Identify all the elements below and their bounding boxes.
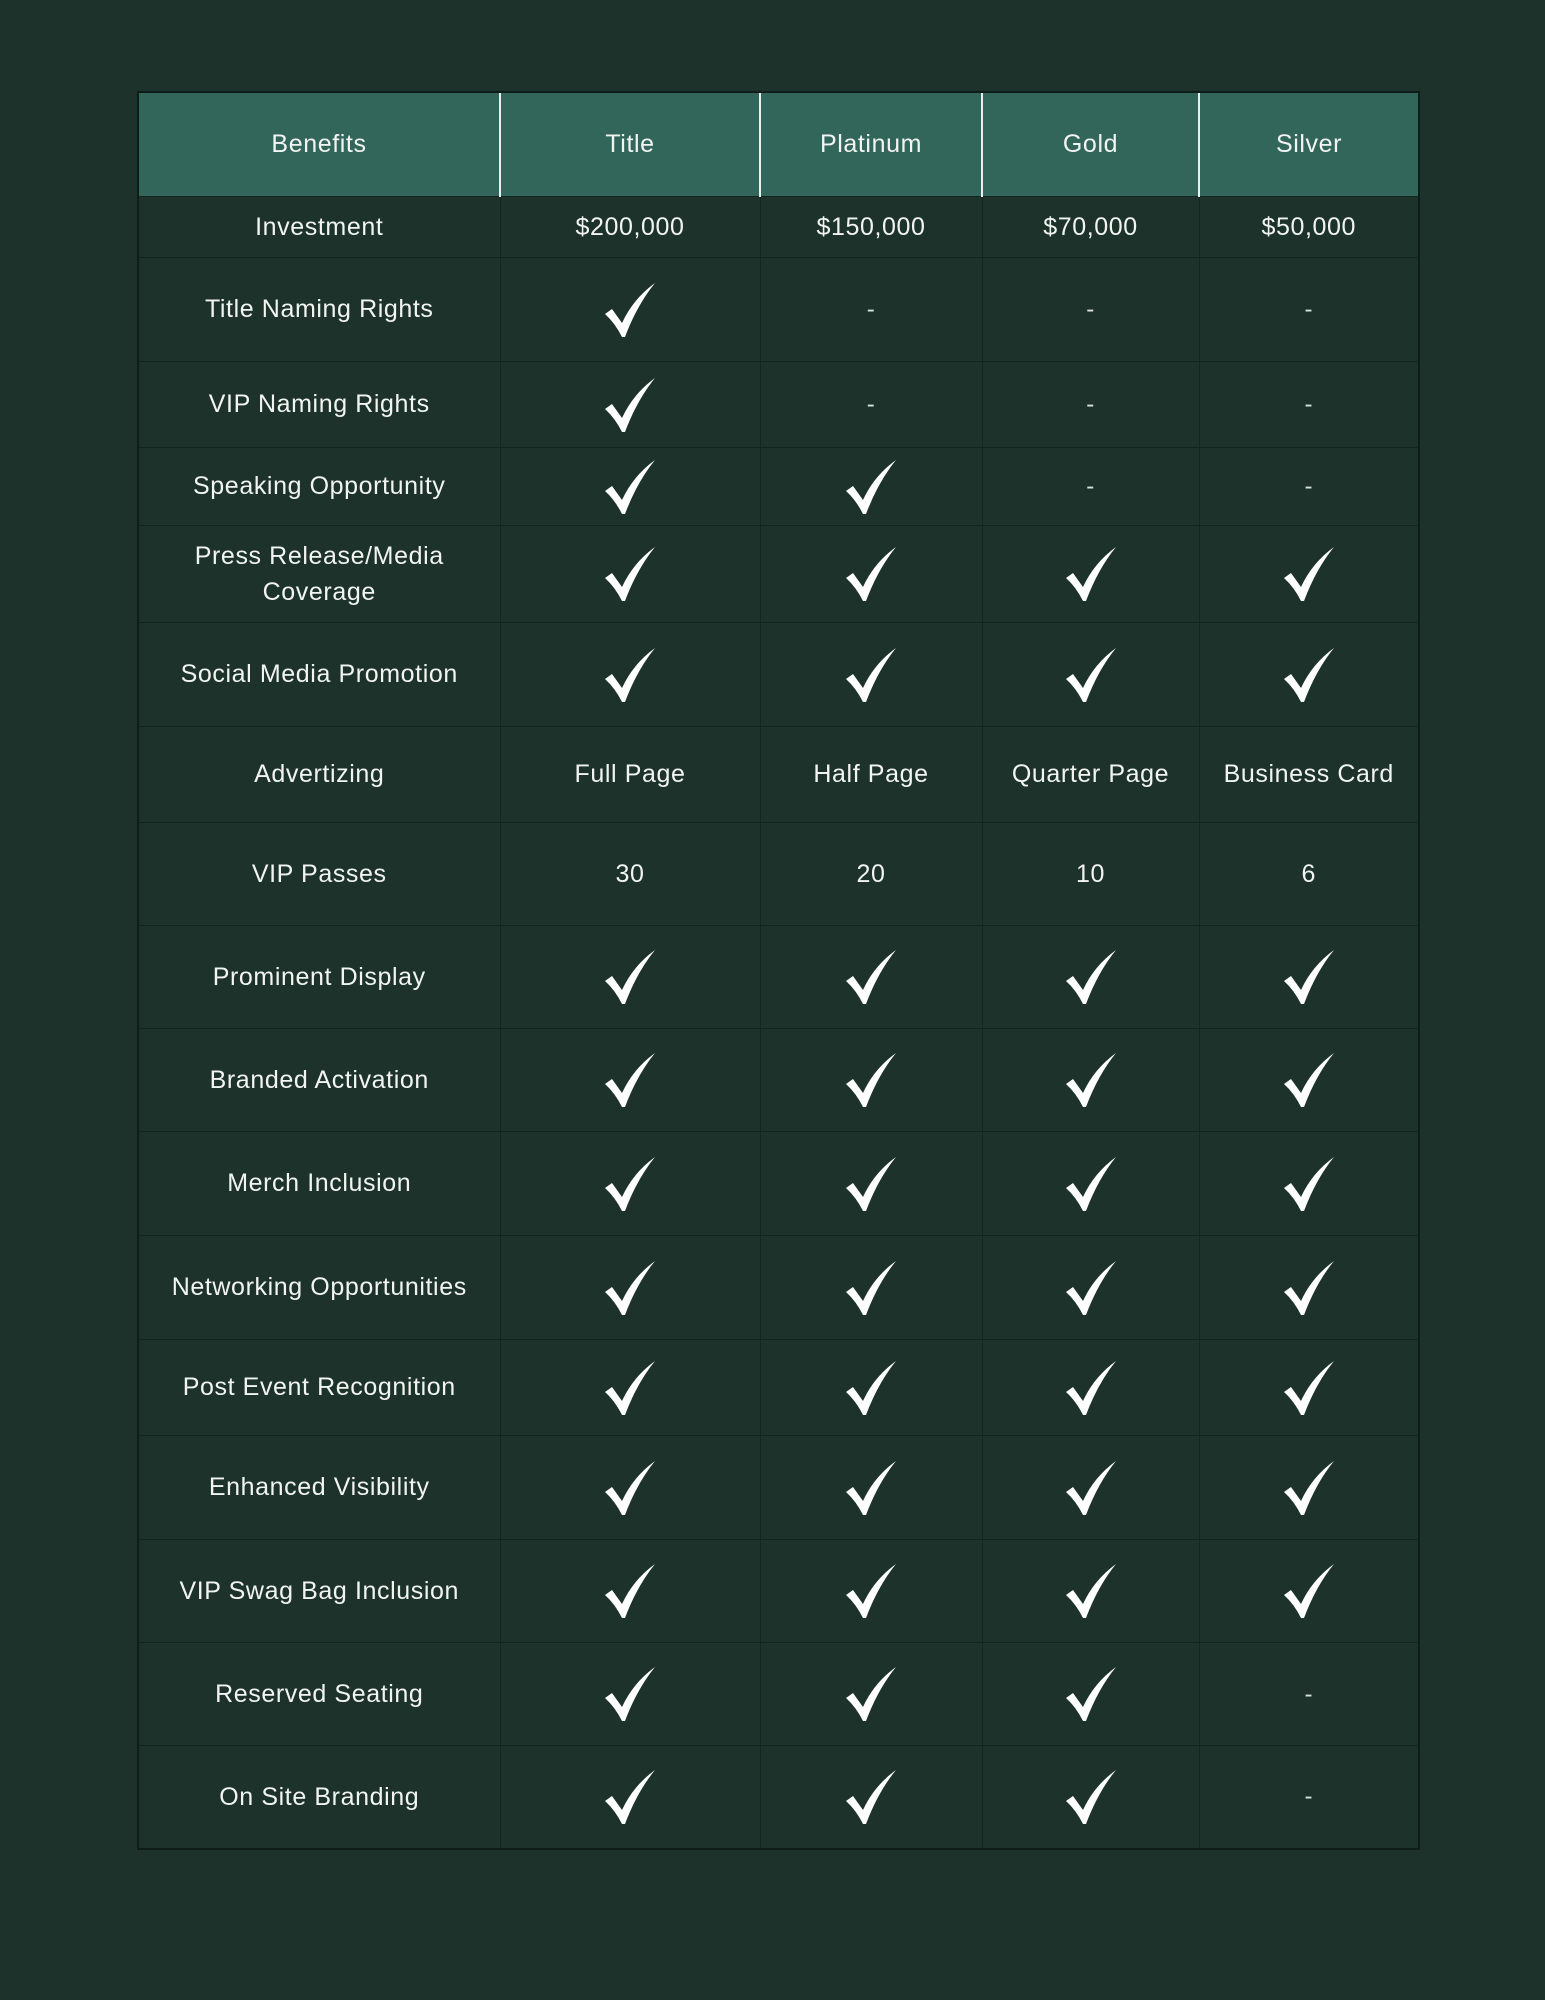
- cell-platinum: [760, 1540, 982, 1643]
- table-row: [138, 526, 1419, 623]
- cell-gold: [982, 1643, 1199, 1746]
- cell-platinum: [760, 362, 982, 448]
- cell-platinum: [760, 727, 982, 823]
- cell-title: [500, 926, 760, 1029]
- benefit-label: Advertizing: [138, 727, 500, 823]
- benefit-label: Title Naming Rights: [138, 258, 500, 362]
- cell-gold: [982, 1029, 1199, 1132]
- cell-title: [500, 1236, 760, 1340]
- check-icon: [1278, 1357, 1340, 1419]
- check-icon: [1060, 644, 1122, 706]
- cell-gold: [982, 823, 1199, 926]
- not-included-dash: -: [1086, 391, 1095, 419]
- check-icon: [599, 279, 661, 341]
- check-icon: [840, 1560, 902, 1622]
- check-icon: [840, 1153, 902, 1215]
- check-icon: [599, 374, 661, 436]
- cell-gold: [982, 1132, 1199, 1236]
- cell-gold: [982, 1340, 1199, 1436]
- check-icon: [1278, 644, 1340, 706]
- cell-title: [500, 526, 760, 623]
- table-row: [138, 1746, 1419, 1849]
- check-icon: [840, 543, 902, 605]
- cell-platinum: [760, 1029, 982, 1132]
- cell-platinum: [760, 1643, 982, 1746]
- cell-platinum: [760, 448, 982, 526]
- benefit-label: Branded Activation: [138, 1029, 500, 1132]
- header-row: [138, 92, 1419, 197]
- table-row: [138, 926, 1419, 1029]
- cell-gold: [982, 362, 1199, 448]
- table-row: [138, 1436, 1419, 1540]
- cell-title: [500, 362, 760, 448]
- check-icon: [840, 1457, 902, 1519]
- cell-silver: [1199, 727, 1419, 823]
- cell-silver: [1199, 362, 1419, 448]
- check-icon: [1278, 543, 1340, 605]
- cell-value: 30: [615, 859, 645, 888]
- cell-gold: [982, 258, 1199, 362]
- benefit-label: VIP Swag Bag Inclusion: [138, 1540, 500, 1643]
- check-icon: [840, 456, 902, 518]
- table-row: [138, 258, 1419, 362]
- not-included-dash: -: [866, 296, 876, 324]
- check-icon: [1060, 1049, 1122, 1111]
- benefit-label: VIP Passes: [138, 823, 500, 926]
- cell-value: $200,000: [575, 212, 685, 241]
- check-icon: [599, 1663, 661, 1725]
- check-icon: [599, 543, 661, 605]
- benefit-label: Investment: [138, 197, 500, 258]
- cell-silver: [1199, 1746, 1419, 1849]
- cell-silver: [1199, 823, 1419, 926]
- table-row: [138, 197, 1419, 258]
- check-icon: [1060, 1560, 1122, 1622]
- check-icon: [599, 1357, 661, 1419]
- not-included-dash: -: [1304, 473, 1314, 501]
- cell-silver: [1199, 1436, 1419, 1540]
- cell-silver: [1199, 1236, 1419, 1340]
- table-row: [138, 362, 1419, 448]
- check-icon: [1278, 1049, 1340, 1111]
- check-icon: [1278, 1257, 1340, 1319]
- cell-platinum: [760, 823, 982, 926]
- check-icon: [599, 946, 661, 1008]
- check-icon: [1060, 1663, 1122, 1725]
- check-icon: [1278, 1560, 1340, 1622]
- table-row: [138, 1236, 1419, 1340]
- header-title: Title: [500, 92, 760, 197]
- benefit-label: Press Release/Media Coverage: [138, 526, 500, 623]
- cell-silver: [1199, 1340, 1419, 1436]
- cell-gold: [982, 926, 1199, 1029]
- benefit-label: Post Event Recognition: [138, 1340, 500, 1436]
- not-included-dash: -: [1304, 391, 1314, 419]
- header-platinum: Platinum: [760, 92, 982, 197]
- cell-silver: [1199, 1540, 1419, 1643]
- table-row: [138, 1132, 1419, 1236]
- check-icon: [840, 1049, 902, 1111]
- check-icon: [840, 1766, 902, 1828]
- not-included-dash: -: [866, 391, 876, 419]
- cell-gold: [982, 197, 1199, 258]
- cell-title: [500, 448, 760, 526]
- cell-silver: [1199, 448, 1419, 526]
- check-icon: [1060, 1357, 1122, 1419]
- cell-title: [500, 258, 760, 362]
- not-included-dash: -: [1086, 473, 1095, 501]
- cell-title: [500, 1540, 760, 1643]
- table-row: [138, 1643, 1419, 1746]
- benefit-label: Reserved Seating: [138, 1643, 500, 1746]
- sponsorship-benefits-table: [137, 91, 1420, 1850]
- cell-title: [500, 197, 760, 258]
- cell-platinum: [760, 1746, 982, 1849]
- check-icon: [599, 1560, 661, 1622]
- cell-platinum: [760, 258, 982, 362]
- benefit-label: Enhanced Visibility: [138, 1436, 500, 1540]
- cell-platinum: [760, 1132, 982, 1236]
- header-silver: Silver: [1199, 92, 1419, 197]
- check-icon: [840, 1663, 902, 1725]
- cell-silver: [1199, 1029, 1419, 1132]
- cell-title: [500, 727, 760, 823]
- check-icon: [599, 1457, 661, 1519]
- cell-value: 20: [856, 859, 886, 888]
- not-included-dash: -: [1086, 296, 1095, 324]
- check-icon: [1060, 1457, 1122, 1519]
- cell-value: 6: [1301, 859, 1316, 888]
- check-icon: [599, 1257, 661, 1319]
- cell-title: [500, 1643, 760, 1746]
- cell-platinum: [760, 926, 982, 1029]
- cell-silver: [1199, 258, 1419, 362]
- table-row: [138, 448, 1419, 526]
- cell-silver: [1199, 1643, 1419, 1746]
- check-icon: [1278, 1457, 1340, 1519]
- cell-title: [500, 823, 760, 926]
- cell-title: [500, 623, 760, 727]
- check-icon: [1060, 543, 1122, 605]
- cell-silver: [1199, 926, 1419, 1029]
- benefit-label: Prominent Display: [138, 926, 500, 1029]
- cell-gold: [982, 1236, 1199, 1340]
- cell-value: $150,000: [816, 212, 926, 241]
- cell-silver: [1199, 1132, 1419, 1236]
- cell-title: [500, 1029, 760, 1132]
- cell-title: [500, 1746, 760, 1849]
- cell-platinum: [760, 1236, 982, 1340]
- check-icon: [599, 644, 661, 706]
- cell-silver: [1199, 623, 1419, 727]
- check-icon: [1060, 946, 1122, 1008]
- benefit-label: Social Media Promotion: [138, 623, 500, 727]
- table-row: [138, 823, 1419, 926]
- table-body: [138, 197, 1419, 1849]
- benefit-label: VIP Naming Rights: [138, 362, 500, 448]
- cell-gold: [982, 727, 1199, 823]
- benefit-label: Speaking Opportunity: [138, 448, 500, 526]
- cell-value: $50,000: [1261, 212, 1357, 241]
- cell-platinum: [760, 526, 982, 623]
- cell-gold: [982, 526, 1199, 623]
- cell-silver: [1199, 526, 1419, 623]
- cell-gold: [982, 1746, 1199, 1849]
- benefit-label: Networking Opportunities: [138, 1236, 500, 1340]
- check-icon: [1278, 1153, 1340, 1215]
- table-row: [138, 1540, 1419, 1643]
- cell-platinum: [760, 623, 982, 727]
- check-icon: [840, 1257, 902, 1319]
- cell-platinum: [760, 197, 982, 258]
- check-icon: [840, 946, 902, 1008]
- cell-value: 10: [1075, 859, 1105, 888]
- cell-value: Half Page: [813, 760, 929, 789]
- table-row: [138, 1340, 1419, 1436]
- cell-title: [500, 1132, 760, 1236]
- check-icon: [1278, 946, 1340, 1008]
- cell-silver: [1199, 197, 1419, 258]
- check-icon: [1060, 1153, 1122, 1215]
- check-icon: [840, 1357, 902, 1419]
- cell-gold: [982, 1436, 1199, 1540]
- cell-gold: [982, 448, 1199, 526]
- check-icon: [599, 1766, 661, 1828]
- benefit-label: On Site Branding: [138, 1746, 500, 1849]
- not-included-dash: -: [1304, 1783, 1314, 1811]
- check-icon: [599, 1049, 661, 1111]
- table-row: [138, 1029, 1419, 1132]
- cell-gold: [982, 1540, 1199, 1643]
- not-included-dash: -: [1304, 1680, 1314, 1708]
- not-included-dash: -: [1304, 296, 1314, 324]
- table-row: [138, 727, 1419, 823]
- benefit-label: Merch Inclusion: [138, 1132, 500, 1236]
- cell-gold: [982, 623, 1199, 727]
- header-gold: Gold: [982, 92, 1199, 197]
- cell-platinum: [760, 1436, 982, 1540]
- cell-value: Full Page: [574, 760, 686, 789]
- check-icon: [1060, 1766, 1122, 1828]
- cell-title: [500, 1340, 760, 1436]
- header-benefits: Benefits: [138, 92, 500, 197]
- check-icon: [599, 1153, 661, 1215]
- check-icon: [840, 644, 902, 706]
- table-row: [138, 623, 1419, 727]
- cell-platinum: [760, 1340, 982, 1436]
- cell-value: Quarter Page: [1011, 760, 1170, 789]
- check-icon: [599, 456, 661, 518]
- cell-value: $70,000: [1043, 212, 1138, 241]
- cell-title: [500, 1436, 760, 1540]
- check-icon: [1060, 1257, 1122, 1319]
- cell-value: Business Card: [1223, 760, 1394, 789]
